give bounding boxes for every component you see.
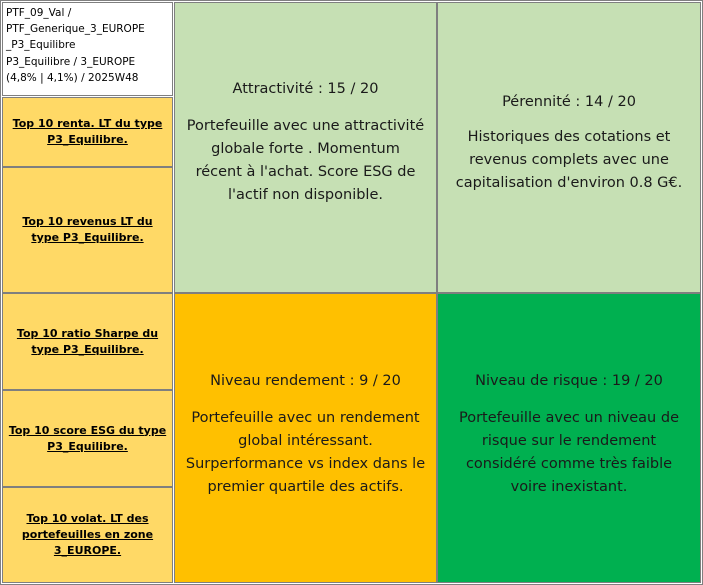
attractivite-panel [174,2,437,293]
rendement-score: Niveau rendement : 9 / 20 [210,373,401,389]
header-line: P3_Equilibre / 3_EUROPE [6,55,136,68]
attractivite-description: Portefeuille avec une attractivité globale forte . Momentum récent à l'achat. Score ESG de l'actif non disponible. [186,118,425,203]
rendement-description: Portefeuille avec un rendement global intéressant. Surperformance vs index dans le premier quartile des actifs. [185,410,426,495]
rendement-panel [174,293,437,583]
perennite-score: Pérennité : 14 / 20 [502,94,636,110]
top10-volat-cell[interactable] [2,487,173,583]
top10-volat-link[interactable]: Top 10 volat. LT des portefeuilles en zone 3_EUROPE. [21,512,154,557]
header-line: PTF_Generique_3_EUROPE [6,23,145,36]
attractivite-score: Attractivité : 15 / 20 [232,81,379,97]
perennite-panel [437,2,701,293]
perennite-description: Historiques des cotations et revenus complets avec une capitalisation d'environ 0.8 G€. [455,129,683,191]
top10-revenus-link[interactable]: Top 10 revenus LT du type P3_Equilibre. [22,215,153,244]
top10-revenus-cell[interactable] [2,167,173,293]
top10-sharpe-link[interactable]: Top 10 ratio Sharpe du type P3_Equilibre. [16,326,159,356]
top10-esg-link[interactable]: Top 10 score ESG du type P3_Equilibre. [8,423,167,453]
risque-score: Niveau de risque : 19 / 20 [475,373,663,389]
top10-renta-link[interactable]: Top 10 renta. LT du type P3_Equilibre. [12,117,163,146]
risque-description: Portefeuille avec un niveau de risque sur le rendement considéré comme très faible voire inexistant. [459,410,679,495]
top10-esg-cell[interactable] [2,390,173,487]
header-line: _P3_Equilibre [6,39,76,52]
header-line: (4,8% | 4,1%) / 2025W48 [6,71,139,84]
risque-panel [437,293,701,583]
top10-sharpe-cell[interactable] [2,293,173,390]
top10-renta-cell[interactable] [2,97,173,167]
header-line: PTF_09_Val / [6,7,72,19]
portfolio-header [2,2,173,96]
